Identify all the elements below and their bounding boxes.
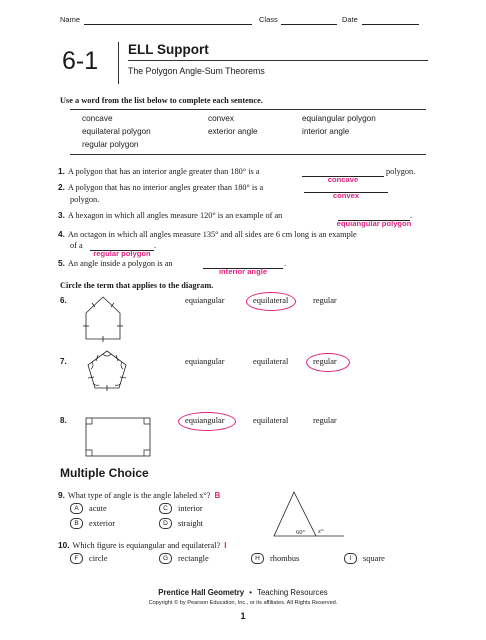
item-number: 8. bbox=[60, 416, 67, 425]
question-1-tail: polygon. bbox=[386, 167, 416, 176]
word-bank-item: exterior angle bbox=[208, 127, 258, 136]
option-equilateral[interactable]: equilateral bbox=[253, 296, 289, 305]
title-rule bbox=[128, 60, 428, 61]
choice-a[interactable]: A acute bbox=[70, 503, 107, 514]
answer-blank-1[interactable] bbox=[302, 175, 384, 184]
item-number: 6. bbox=[60, 296, 67, 305]
option-equiangular[interactable]: equiangular bbox=[185, 416, 225, 425]
option-equiangular[interactable]: equiangular bbox=[185, 296, 225, 305]
answer-blank-4[interactable] bbox=[90, 249, 154, 258]
answer-2: convex bbox=[332, 191, 360, 200]
instructions-word-bank: Use a word from the list below to complete each sentence. bbox=[60, 96, 263, 105]
page-subtitle: The Polygon Angle-Sum Theorems bbox=[128, 66, 265, 76]
option-regular[interactable]: regular bbox=[313, 357, 337, 366]
answer-10: I bbox=[224, 541, 227, 550]
answer-1: concave bbox=[327, 175, 359, 184]
footer-title: Prentice Hall Geometry • Teaching Resources bbox=[158, 588, 328, 597]
choice-b[interactable]: B exterior bbox=[70, 518, 115, 529]
choice-g[interactable]: G rectangle bbox=[159, 553, 209, 564]
question-2-tail: polygon. bbox=[70, 195, 100, 204]
question-3-tail: . bbox=[410, 211, 413, 220]
question-4-tail: . bbox=[154, 241, 157, 250]
choice-i[interactable]: I square bbox=[344, 553, 385, 564]
instructions-circle: Circle the term that applies to the diagram. bbox=[60, 281, 214, 290]
word-bank-item: regular polygon bbox=[82, 140, 139, 149]
name-field[interactable] bbox=[84, 24, 252, 25]
class-field[interactable] bbox=[281, 24, 337, 25]
answer-4: regular polygon bbox=[93, 249, 151, 258]
word-bank-rule-top bbox=[70, 109, 426, 110]
question-5: 5. An angle inside a polygon is an bbox=[58, 258, 173, 268]
option-regular[interactable]: regular bbox=[313, 296, 337, 305]
question-9: 9. What type of angle is the angle labeled x°? B bbox=[58, 490, 221, 500]
word-bank-item: equilateral polygon bbox=[82, 127, 151, 136]
x-label: x° bbox=[318, 528, 324, 535]
word-bank-item: interior angle bbox=[302, 127, 350, 136]
answer-blank-5[interactable] bbox=[203, 267, 283, 276]
word-bank-item: equiangular polygon bbox=[302, 114, 376, 123]
option-regular[interactable]: regular bbox=[313, 416, 337, 425]
question-3: 3. A hexagon in which all angles measure 120° is an example of an bbox=[58, 210, 283, 220]
page-number: 1 bbox=[240, 611, 246, 621]
pentagon-diagram bbox=[78, 293, 128, 349]
word-bank-item: concave bbox=[82, 114, 113, 123]
item-number: 7. bbox=[60, 357, 67, 366]
title-divider bbox=[118, 42, 119, 84]
answer-3: equiangular polygon bbox=[336, 219, 412, 228]
question-1: 1. A polygon that has an interior angle greater than 180° is a bbox=[58, 166, 260, 176]
regular-pentagon-diagram bbox=[82, 345, 132, 397]
option-equiangular[interactable]: equiangular bbox=[185, 357, 225, 366]
answer-blank-2[interactable] bbox=[304, 191, 388, 200]
choice-c[interactable]: C interior bbox=[159, 503, 203, 514]
choice-d[interactable]: D straight bbox=[159, 518, 203, 529]
date-field[interactable] bbox=[362, 24, 419, 25]
answer-circle bbox=[306, 353, 350, 372]
date-label: Date bbox=[342, 15, 358, 24]
choice-f[interactable]: F circle bbox=[70, 553, 108, 564]
footer-copyright: Copyright © by Pearson Education, Inc., or its affiliates. All Rights Reserved. bbox=[148, 600, 338, 606]
question-2: 2. A polygon that has no interior angles greater than 180° is a bbox=[58, 182, 264, 192]
option-equilateral[interactable]: equilateral bbox=[253, 416, 289, 425]
question-5-tail: . bbox=[284, 259, 287, 268]
angle-label: 60° bbox=[296, 529, 306, 536]
lesson-number: 6-1 bbox=[62, 47, 99, 75]
answer-circle bbox=[178, 412, 236, 431]
triangle-diagram bbox=[268, 486, 348, 542]
question-10: 10. Which figure is equiangular and equilateral? I bbox=[58, 540, 227, 550]
name-label: Name bbox=[60, 15, 81, 24]
question-4: 4. An octagon in which all angles measure 135° and all sides are 6 cm long is an example bbox=[58, 229, 357, 239]
class-label: Class bbox=[259, 15, 278, 24]
rectangle-diagram bbox=[82, 410, 156, 460]
answer-9: B bbox=[214, 491, 221, 500]
word-bank-rule-bottom bbox=[70, 154, 426, 155]
answer-circle bbox=[246, 292, 296, 311]
answer-5: interior angle bbox=[218, 267, 268, 276]
choice-h[interactable]: H rhombus bbox=[251, 553, 299, 564]
question-4-line2: of a bbox=[70, 241, 83, 250]
answer-blank-3[interactable] bbox=[336, 219, 412, 228]
word-bank-item: convex bbox=[208, 114, 234, 123]
option-equilateral[interactable]: equilateral bbox=[253, 357, 289, 366]
section-heading: Multiple Choice bbox=[60, 466, 149, 480]
page-title: ELL Support bbox=[128, 42, 209, 57]
